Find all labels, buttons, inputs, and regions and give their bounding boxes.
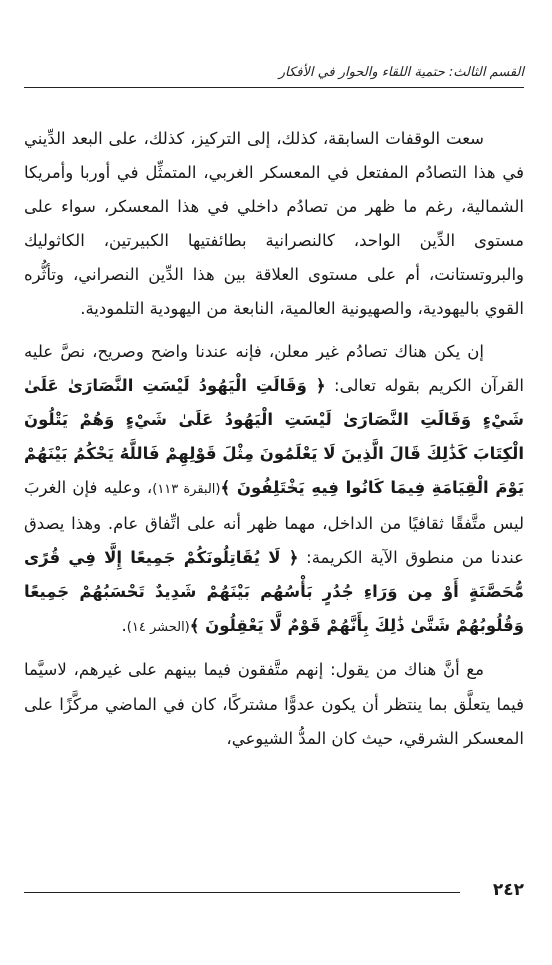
quran-verse-baqarah: ﴿ وَقَالَتِ الْيَهُودُ لَيْسَتِ النَّصَارَىٰ عَلَىٰ شَيْءٍ وَقَالَتِ النَّصَارَىٰ لَيْسَتِ الْيَهُودُ عَلَىٰ شَيْءٍ وَهُمْ يَتْلُونَ الْكِتَابَ كَذَٰلِكَ قَالَ الَّذِينَ لَا يَعْلَمُونَ مِثْلَ قَوْلِهِمْ فَاللَّهُ يَحْكُمُ بَيْنَهُمْ يَوْمَ الْقِيَامَةِ فِيمَا كَانُوا فِيهِ يَخْتَلِفُونَ ﴾ bbox=[24, 375, 525, 497]
header-divider bbox=[24, 87, 524, 88]
paragraph-2-middle: ، وعليه فإن الغربَ ليس متَّفقًا ثقافيًا من الداخل، مهما ظهر أنه على اتِّفاق عام. وهذا يصدق عندنا من منطوق الآية الكريمة: bbox=[24, 477, 525, 568]
page-number: ٢٤٢ bbox=[492, 880, 524, 900]
paragraph-2-end: . bbox=[121, 616, 127, 636]
page-body bbox=[24, 122, 524, 756]
verse-reference-baqarah: (البقرة ١١٣) bbox=[152, 481, 221, 497]
footer-divider bbox=[24, 892, 460, 893]
paragraph-2 bbox=[24, 335, 524, 646]
paragraph-gap bbox=[24, 327, 524, 335]
paragraph-gap bbox=[24, 645, 524, 653]
quran-verse-hashr: ﴿ لَا يُقَاتِلُونَكُمْ جَمِيعًا إِلَّا فِي قُرًى مُّحَصَّنَةٍ أَوْ مِن وَرَاءِ جُدُرٍ بَأْسُهُم بَيْنَهُمْ شَدِيدٌ تَحْسَبُهُمْ جَمِيعًا وَقُلُوبُهُمْ شَتَّىٰ ذَٰلِكَ بِأَنَّهُمْ قَوْمٌ لَّا يَعْقِلُونَ ﴾ bbox=[24, 548, 524, 636]
verse-reference-hashr: (الحشر ١٤) bbox=[126, 620, 190, 636]
paragraph-3: مع أنَّ هناك من يقول: إنهم متَّفقون فيما بينهم على غيرهم، لاسيَّما فيما يتعلَّق بما ينتظر أن يكون عدوًّا مشتركًا، كان في الماضي مركَّزًا على المعسكر الشرقي، حيث كان المدُّ الشيوعي، bbox=[24, 660, 524, 748]
paragraph-1: سعت الوقفات السابقة، كذلك، إلى التركيز، كذلك، على البعد الدِّيني في هذا التصادُم المفتعل في المعسكر الغربي، المتمثِّل في أوربا وأمريكا الشمالية، رغم ما ظهر من تصادُم داخلي في هذا المعسكر، سواء على مستوى الدِّين الواحد، كالنصرانية بطائفتيها الكبيرتين، الكاثوليك والبروتستانت، أم على مستوى العلاقة بين هذا الدِّين النصراني، وتأثُّره القوي باليهودية، والصهيونية العالمية، النابعة من اليهودية التلمودية. bbox=[24, 129, 524, 319]
paragraph-2-intro: إن يكن هناك تصادُم غير معلن، فإنه عندنا واضح وصريح، نصَّ عليه القرآن الكريم بقوله تعالى: bbox=[24, 341, 524, 395]
running-header: القسم الثالث: حتمية اللقاء والحوار في الأفكار bbox=[278, 65, 524, 80]
